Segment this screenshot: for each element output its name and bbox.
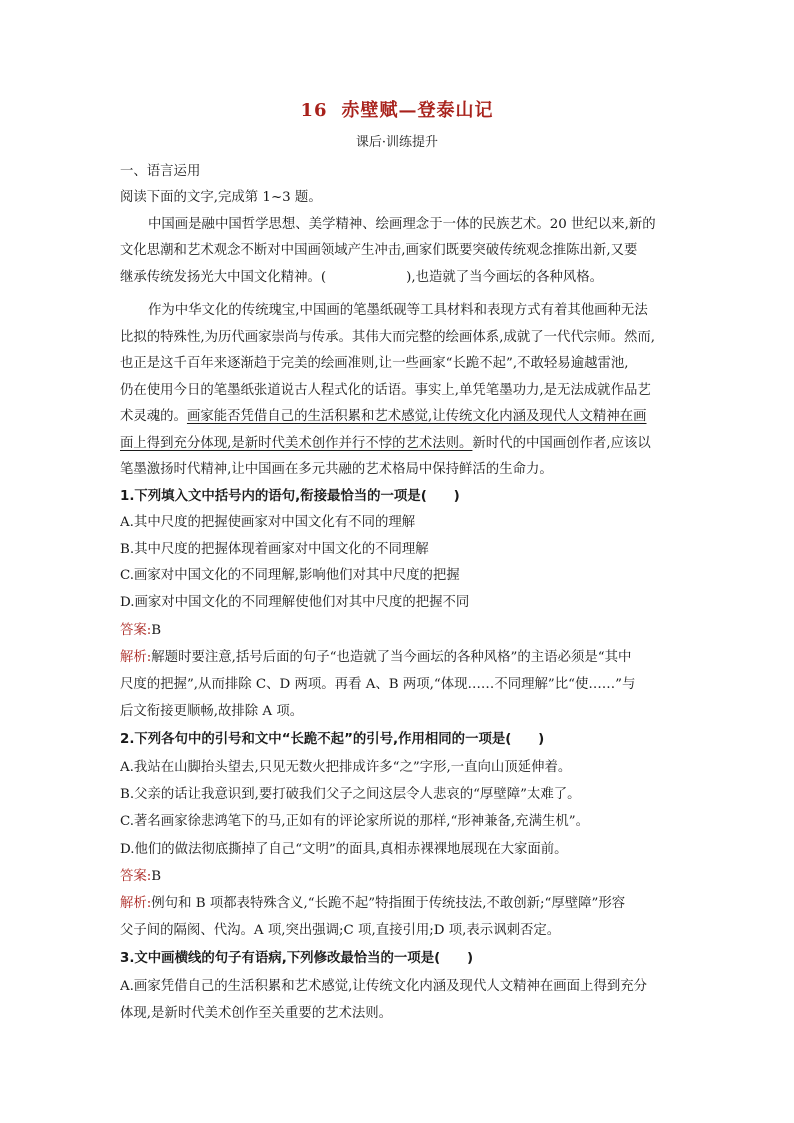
question-1-option-a: A.其中尺度的把握使画家对中国文化有不同的理解 — [120, 515, 416, 530]
question-1-answer — [120, 621, 680, 641]
passage-text: ),也造就了当今画坛的各种风格。 — [406, 270, 604, 285]
question-1-analysis: 后文衔接更顺畅,故排除 A 项。 — [120, 704, 304, 719]
analysis-label: 解析: — [120, 896, 152, 911]
answer-value: B — [151, 869, 162, 884]
question-1-analysis — [120, 648, 680, 668]
passage-text: 继承传统发扬光大中国文化精神。( — [120, 270, 327, 285]
lesson-title: 赤壁赋—登泰山记 — [341, 100, 494, 121]
passage-line: 比拟的特殊性,为历代画家崇尚与传承。其伟大而完整的绘画体系,成就了一代代宗师。然而, — [120, 330, 656, 345]
analysis-text: 例句和 B 项都表特殊含义,“长跪不起”特指囿于传统技法,不敢创新;“厚壁障”形容 — [151, 896, 626, 911]
question-2-answer — [120, 867, 680, 887]
answer-label: 答案: — [120, 623, 152, 638]
question-1-option-d: D.画家对中国文化的不同理解使他们对其中尺度的把握不同 — [120, 595, 470, 610]
question-2-stem: 2.下列各句中的引号和文中“长跪不起”的引号,作用相同的一项是( ) — [120, 732, 545, 747]
question-2-option-d: D.他们的做法彻底撕掉了自己“文明”的面具,真相赤裸裸地展现在大家面前。 — [120, 842, 568, 857]
passage-line: 作为中华文化的传统瑰宝,中国画的笔墨纸砚等工具材料和表现方式有着其他画种无法 — [148, 303, 648, 318]
passage-line: 笔墨激扬时代精神,让中国画在多元共融的艺术格局中保持鲜活的生命力。 — [120, 462, 553, 477]
instructions: 阅读下面的文字,完成第 1~3 题。 — [120, 190, 322, 205]
passage-line: 也正是这千百年来逐渐趋于完美的绘画准则,让一些画家“长跪不起”,不敢轻易逾越雷池, — [120, 356, 629, 371]
analysis-label: 解析: — [120, 650, 152, 665]
passage-line — [120, 268, 680, 288]
underlined-sentence: 画家能否凭借自己的生活积累和艺术感觉,让传统文化内涵及现代人文精神在画 — [186, 409, 647, 424]
question-2-option-a: A.我站在山脚抬头望去,只见无数火把排成许多“之”字形,一直向山顶延伸着。 — [120, 760, 572, 775]
question-3-option-a: A.画家凭借自己的生活积累和艺术感觉,让传统文化内涵及现代人文精神在画面上得到充分 — [120, 979, 648, 994]
passage-line — [120, 434, 680, 454]
question-2-option-b: B.父亲的话让我意识到,要打破我们父子之间这层令人悲哀的“厚壁障”太难了。 — [120, 787, 581, 802]
section-heading: 一、语言运用 — [120, 164, 201, 179]
analysis-text: 解题时要注意,括号后面的句子“也造就了当今画坛的各种风格”的主语必须是“其中 — [151, 650, 632, 665]
question-1-option-c: C.画家对中国文化的不同理解,影响他们对其中尺度的把握 — [120, 568, 460, 583]
page-title — [0, 96, 794, 122]
lesson-number: 16 — [300, 100, 328, 121]
passage-text: 术灵魂的。 — [120, 409, 187, 424]
passage-text: 新时代的中国画创作者,应该以 — [472, 436, 651, 451]
question-3-option-a: 体现,是新时代美术创作至关重要的艺术法则。 — [120, 1006, 393, 1021]
passage-line — [120, 407, 680, 427]
underlined-sentence: 面上得到充分体现,是新时代美术创作并行不悖的艺术法则。 — [120, 436, 473, 451]
page-subtitle: 课后·训练提升 — [355, 135, 439, 150]
question-2-analysis: 父子间的隔阂、代沟。A 项,突出强调;C 项,直接引用;D 项,表示讽刺否定。 — [120, 923, 561, 938]
passage-line: 文化思潮和艺术观念不断对中国画领域产生冲击,画家们既要突破传统观念推陈出新,又要 — [120, 243, 638, 258]
question-3-stem: 3.文中画横线的句子有语病,下列修改最恰当的一项是( ) — [120, 951, 474, 966]
question-2-option-c: C.著名画家徐悲鸿笔下的马,正如有的评论家所说的那样,“形神兼备,充满生机”。 — [120, 814, 589, 829]
question-1-analysis: 尺度的把握”,从而排除 C、D 两项。再看 A、B 两项,“体现……不同理解”比“使……”与 — [120, 677, 636, 692]
question-1-stem: 1.下列填入文中括号内的语句,衔接最恰当的一项是( ) — [120, 489, 460, 504]
question-2-analysis — [120, 894, 680, 914]
answer-label: 答案: — [120, 869, 152, 884]
passage-line: 仍在使用今日的笔墨纸张道说古人程式化的话语。事实上,单凭笔墨功力,是无法成就作品艺 — [120, 383, 651, 398]
question-1-option-b: B.其中尺度的把握体现着画家对中国文化的不同理解 — [120, 542, 429, 557]
passage-line: 中国画是融中国哲学思想、美学精神、绘画理念于一体的民族艺术。20 世纪以来,新的 — [148, 217, 656, 232]
answer-value: B — [151, 623, 162, 638]
